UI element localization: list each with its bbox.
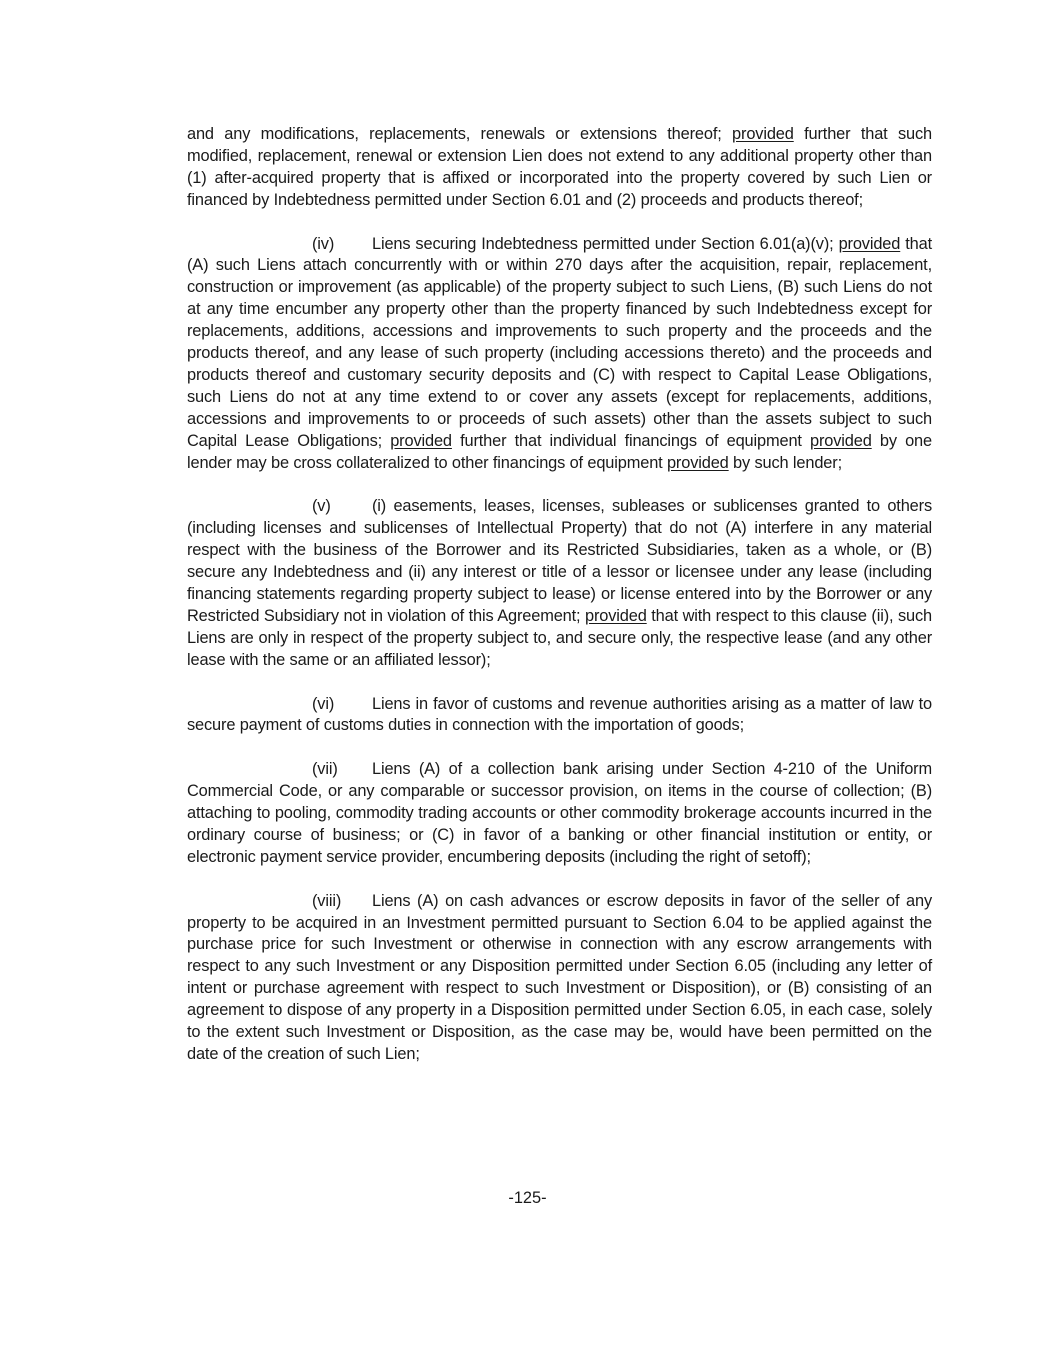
paragraph-text: further that such modified, replacement, renewal or extension Lien does not extend to any additional property other than (1) after-acquired property that is affixed or incorporated into the property covered by such Lien or financed by Indebtedness permitted under Section 6.01 and (2) proceeds and products thereof; — [187, 125, 932, 209]
page-number: -125- — [508, 1189, 547, 1207]
paragraph-text: by such lender; — [728, 453, 842, 472]
paragraph-text: Liens (A) of a collection bank arising under Section 4-210 of the Uniform Commercial Code, or any comparable or successor provision, on items in the course of collection; (B) attaching to pooling, commodity trading accounts or other commodity brokerage accounts incurred in the ordinary course of business; or (C) in favor of a banking or other financial institution or entity, or electronic payment service provider, encumbering deposits (including the right of setoff); — [187, 760, 932, 866]
provided-term: provided — [838, 234, 901, 253]
clause-iv — [187, 234, 932, 475]
paragraph-text: (i) easements, leases, licenses, subleases or sublicenses granted to others (including licenses and sublicenses of Intellectual Property) that do not (A) interfere in any material respect with the business of the Borrower and its Restricted Subsidiaries, taken as a whole, or (B) secure any Indebtedness and (ii) any interest or title of a lessor or licensee under any lease (including financing statements regarding property subject to lease) or license entered into by the Borrower or any Restricted Subsidiary not in violation of this Agreement; — [187, 497, 932, 625]
paragraph-text: further that individual financings of equipment — [451, 431, 811, 450]
clause-number: (iv) — [312, 234, 335, 253]
clause-vi — [187, 694, 932, 738]
clause-number: (vii) — [312, 760, 338, 779]
clause-vii — [187, 759, 932, 869]
provided-term: provided — [732, 125, 794, 143]
paragraph-continuation — [187, 124, 932, 212]
clause-number: (v) — [312, 497, 331, 516]
paragraph-text: by one lender may be cross collateralized to other financings of equipment — [187, 431, 932, 472]
provided-term: provided — [810, 431, 872, 450]
provided-term: provided — [390, 431, 452, 450]
paragraph-text: that (A) such Liens attach concurrently with or within 270 days after the acquisition, repair, replacement, construction or improvement (as applicable) of the property subject to such Liens, (B) such Liens do not at any time encumber any property other than the property financed by such Indebtedness except for replacements, additions, accessions and improvements to such property and the proceeds and the products thereof, and any lease of such property (including accessions thereto) and the proceeds and products thereof and customary security deposits and (C) with respect to Capital Lease Obligations, such Liens do not at any time extend to or cover any assets (except for replacements, additions, accessions and improvements to or proceeds of such assets) other than the assets subject to such Capital Lease Obligations; — [187, 234, 932, 450]
clause-viii — [187, 891, 932, 1066]
provided-term: provided — [585, 606, 647, 625]
document-body — [187, 124, 932, 1066]
clause-number: (vi) — [312, 694, 335, 713]
provided-term: provided — [666, 453, 729, 472]
paragraph-text: Liens (A) on cash advances or escrow deposits in favor of the seller of any property to be acquired in an Investment permitted pursuant to Section 6.04 to be applied against the purchase price for such Investment or otherwise in connection with any escrow arrangements with respect to any such Investment or any Disposition permitted under Section 6.05 (including any letter of intent or purchase agreement with respect to such Investment or Disposition), or (B) consisting of an agreement to dispose of any property in a Disposition permitted under Section 6.05, in each case, solely to the extent such Investment or Disposition, as the case may be, would have been permitted on the date of the creation of such Lien; — [187, 891, 932, 1063]
paragraph-text: Liens in favor of customs and revenue authorities arising as a matter of law to secure payment of customs duties in connection with the importation of goods; — [187, 694, 932, 735]
clause-number: (viii) — [312, 891, 342, 910]
paragraph-text: that with respect to this clause (ii), such Liens are only in respect of the property subject to, and secure only, the respective lease (and any other lease with the same or an affiliated lessor); — [187, 606, 932, 669]
paragraph-text: and any modifications, replacements, renewals or extensions thereof; — [187, 125, 733, 143]
clause-v — [187, 496, 932, 671]
paragraph-text: Liens securing Indebtedness permitted under Section 6.01(a)(v); — [372, 234, 839, 253]
